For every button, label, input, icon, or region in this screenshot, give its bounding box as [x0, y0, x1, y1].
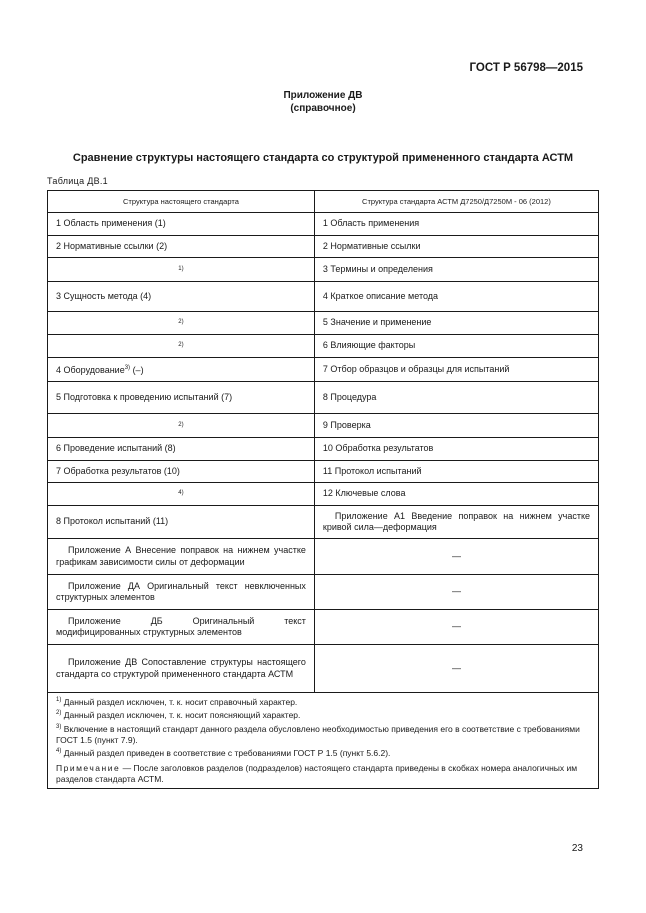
footnote-ref: 3) [124, 364, 131, 371]
row-left-cell: Приложение ДА Оригинальный текст невключенных структурных элементов [48, 575, 315, 610]
footnote [56, 695, 590, 708]
row-right-cell: 10 Обработка результатов [314, 438, 598, 461]
table-row [48, 539, 599, 575]
footnote-text: Включение в настоящий стандарт данного раздела обусловлено необходимостью приведения его в соответствие с требованиями ГОСТ 1.5 (пункт 7.9). [56, 723, 580, 745]
row-right-cell: — [314, 575, 598, 610]
footnote-mark: 1) [56, 697, 62, 703]
row-right-cell: — [314, 539, 598, 575]
footnote-text: Данный раздел приведен в соответствие с требованиями ГОСТ Р 1.5 (пункт 5.6.2). [61, 748, 391, 759]
row-left-cell [48, 258, 315, 282]
row-right-cell: 6 Влияющие факторы [314, 335, 598, 358]
appendix-subtitle: (справочное) [290, 102, 356, 114]
note [56, 763, 590, 786]
row-left-cell: 8 Протокол испытаний (11) [48, 506, 315, 539]
row-right-cell: 8 Процедура [314, 382, 598, 414]
section-heading: Сравнение структуры настоящего стандарта со структурой примененного стандарта АСТМ [72, 152, 574, 164]
row-right-cell: 5 Значение и применение [314, 312, 598, 335]
row-left-cell: 3 Сущность метода (4) [48, 282, 315, 312]
table-row [48, 258, 599, 282]
table-row [48, 506, 599, 539]
row-right-cell: 12 Ключевые слова [314, 483, 598, 506]
row-left-cell: 7 Обработка результатов (10) [48, 461, 315, 483]
row-left-cell [48, 335, 315, 358]
table-row [48, 438, 599, 461]
footnote-mark: 2) [56, 710, 62, 717]
table-row [48, 575, 599, 610]
row-left-cell: Приложение А Внесение поправок на нижнем участке графикам зависимости силы от деформации [48, 539, 315, 575]
table-row [48, 483, 599, 506]
row-left-cell [48, 483, 315, 506]
row-right-cell: 1 Область применения [314, 213, 598, 236]
row-right-cell: — [314, 610, 598, 645]
row-right-cell: 3 Термины и определения [314, 258, 598, 282]
row-right-cell: 7 Отбор образцов и образцы для испытаний [314, 358, 598, 382]
footnote [56, 708, 590, 721]
footnote-ref: 2) [178, 319, 184, 326]
row-left-cell: 2 Нормативные ссылки (2) [48, 236, 315, 258]
row-right-cell: 2 Нормативные ссылки [314, 236, 598, 258]
table-row [48, 461, 599, 483]
table-row [48, 382, 599, 414]
note-text: — После заголовков разделов (подразделов) настоящего стандарта приведены в скобках номера аналогичных им разделов стандарта АСТМ. [56, 762, 578, 785]
row-right-cell: 4 Краткое описание метода [314, 282, 598, 312]
row-right-cell: — [314, 645, 598, 693]
table-row [48, 282, 599, 312]
notes-cell [48, 693, 599, 789]
standard-code: ГОСТ Р 56798—2015 [469, 62, 583, 74]
row-left-cell: Приложение ДВ Сопоставление структуры настоящего стандарта со структурой примененного стандарта АСТМ [48, 645, 315, 693]
table-row [48, 414, 599, 438]
table-row [48, 645, 599, 693]
comparison-table [47, 190, 599, 789]
row-right-cell: 9 Проверка [314, 414, 598, 438]
footnote-text: Данный раздел исключен, т. к. носит поясняющий характер. [61, 710, 301, 721]
footnote-ref: 2) [178, 342, 184, 349]
notes-row [48, 693, 599, 789]
row-left-cell [48, 358, 315, 382]
row-right-cell: Приложение А1 Введение поправок на нижнем участке кривой сила—деформация [314, 506, 598, 539]
table-row [48, 610, 599, 645]
footnote-ref: 1) [178, 265, 184, 272]
table-row [48, 335, 599, 358]
footnote-ref: 4) [178, 490, 184, 497]
table-row [48, 358, 599, 382]
row-left-cell: 5 Подготовка к проведению испытаний (7) [48, 382, 315, 414]
row-left-cell: 6 Проведение испытаний (8) [48, 438, 315, 461]
page-number: 23 [571, 843, 583, 854]
note-label: Примечание [56, 762, 121, 773]
footnote [56, 722, 590, 747]
row-left-cell: 1 Область применения (1) [48, 213, 315, 236]
table-header-row [48, 191, 599, 213]
column-header-right: Структура стандарта АСТМ Д7250/Д7250М - 06 (2012) [314, 191, 598, 213]
row-left-text: 4 Оборудование [56, 364, 125, 375]
footnote [56, 746, 590, 759]
appendix-title: Приложение ДВ [283, 90, 363, 101]
table-row [48, 213, 599, 236]
footnote-mark: 3) [56, 723, 62, 730]
appendix-title-block [0, 90, 646, 115]
table-row [48, 312, 599, 335]
footnote-ref: 2) [178, 421, 184, 428]
row-left-cell: Приложение ДБ Оригинальный текст модифицированных структурных элементов [48, 610, 315, 645]
footnote-text: Данный раздел исключен, т. к. носит справочный характер. [61, 696, 298, 707]
column-header-left: Структура настоящего стандарта [48, 191, 315, 213]
row-right-cell: 11 Протокол испытаний [314, 461, 598, 483]
table-row [48, 236, 599, 258]
footnote-mark: 4) [56, 748, 62, 755]
row-left-cell [48, 414, 315, 438]
row-left-cell [48, 312, 315, 335]
row-left-text-suffix: (–) [130, 364, 144, 375]
table-label: Таблица ДВ.1 [47, 176, 108, 186]
